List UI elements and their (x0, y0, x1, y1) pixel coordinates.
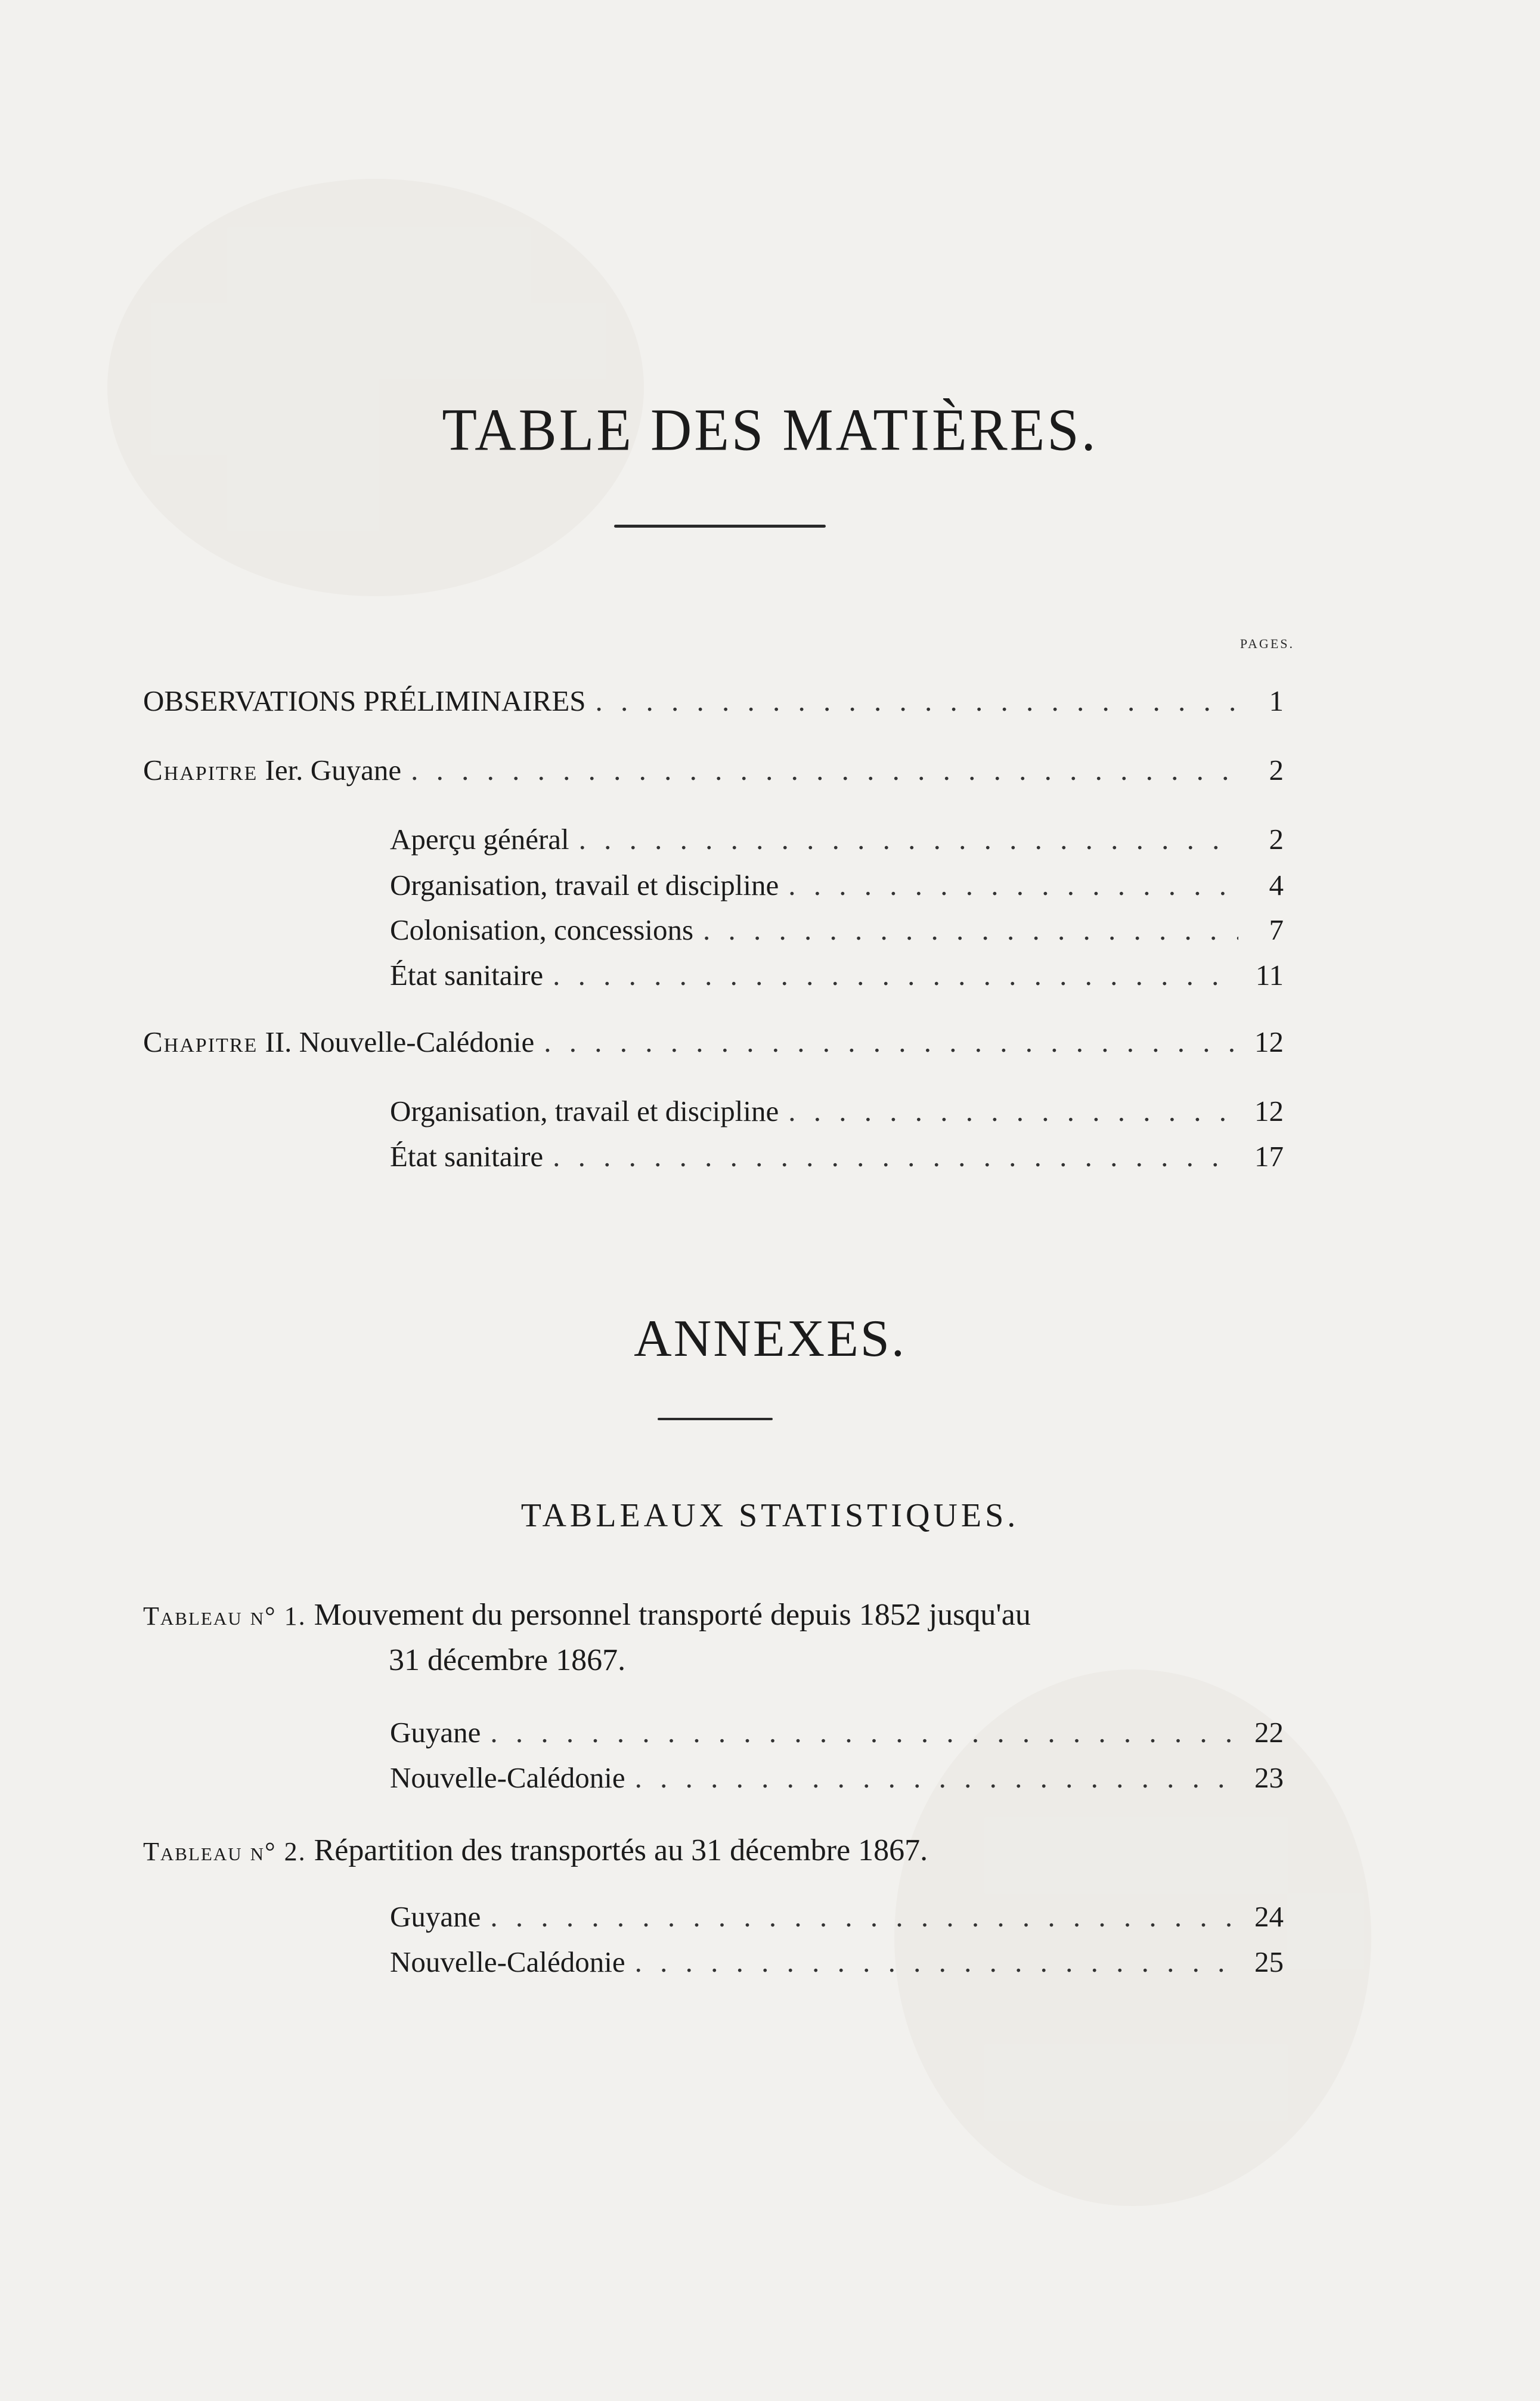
toc-entry-page: 1 (1269, 684, 1284, 717)
page-title: TABLE DES MATIÈRES. (442, 396, 1098, 463)
chapter-title: Nouvelle-Calédonie (299, 1026, 535, 1058)
toc-subentry[interactable] (390, 1139, 1284, 1175)
chapter-number: II. (265, 1026, 292, 1058)
toc-entry-chapter-2[interactable] (143, 1024, 1284, 1060)
chapter-prefix: Chapitre (143, 754, 258, 786)
leader-dots (596, 683, 1238, 719)
toc-entry-page: 2 (1269, 754, 1284, 786)
toc-entry-label: Organisation, travail et discipline (390, 869, 779, 901)
leader-dots (553, 958, 1238, 993)
leader-dots (788, 868, 1238, 903)
toc-entry-label: OBSERVATIONS PRÉLIMINAIRES (143, 684, 586, 717)
leader-dots (703, 912, 1238, 948)
toc-subentry[interactable] (390, 1760, 1284, 1796)
toc-subentry[interactable] (390, 1093, 1284, 1129)
leader-dots (788, 1093, 1238, 1129)
tableau-title: Mouvement du personnel transporté depuis 1852 jusqu'au (314, 1598, 1031, 1632)
toc-entry-page: 17 (1254, 1140, 1284, 1173)
leader-dots (490, 1715, 1238, 1751)
toc-entry-label: Organisation, travail et discipline (390, 1095, 779, 1127)
chapter-number: Ier. (265, 754, 303, 786)
leader-dots (411, 752, 1238, 788)
tableau-title-continued: 31 décembre 1867. (389, 1643, 626, 1677)
pages-column-header: PAGES. (1240, 636, 1294, 651)
leader-dots (579, 822, 1238, 857)
toc-entry-label: État sanitaire (390, 959, 544, 992)
toc-entry-observations[interactable] (143, 683, 1284, 719)
leader-dots (635, 1944, 1238, 1980)
toc-entry-page: 23 (1254, 1761, 1284, 1794)
tableau-prefix: Tableau n° 2. (143, 1837, 306, 1866)
toc-subentry[interactable] (390, 1944, 1284, 1980)
tableau-2-heading (143, 1829, 1276, 1874)
toc-subentry[interactable] (390, 868, 1284, 903)
tableau-title: Répartition des transportés au 31 décembre 1867. (314, 1833, 928, 1867)
toc-entry-page: 7 (1269, 913, 1284, 946)
toc-entry-page: 11 (1255, 959, 1284, 992)
toc-entry-page: 12 (1254, 1095, 1284, 1127)
tableau-prefix: Tableau n° 1. (143, 1601, 306, 1631)
chapter-title: Guyane (310, 754, 402, 786)
tableau-1-heading (143, 1593, 1276, 1683)
toc-entry-label: Guyane (390, 1716, 481, 1749)
title-rule (614, 525, 826, 528)
toc-subentry[interactable] (390, 822, 1284, 857)
toc-subentry[interactable] (390, 1899, 1284, 1935)
leader-dots (490, 1899, 1238, 1935)
annexes-rule (658, 1418, 773, 1420)
toc-entry-page: 12 (1254, 1026, 1284, 1058)
chapter-prefix: Chapitre (143, 1026, 258, 1058)
toc-entry-label: Nouvelle-Calédonie (390, 1761, 625, 1794)
paper-stain (107, 179, 644, 596)
toc-subentry[interactable] (390, 958, 1284, 993)
leader-dots (635, 1760, 1238, 1796)
toc-subentry[interactable] (390, 1715, 1284, 1751)
toc-entry-page: 22 (1254, 1716, 1284, 1749)
toc-entry-label: Guyane (390, 1900, 481, 1933)
toc-entry-page: 24 (1254, 1900, 1284, 1933)
toc-subentry[interactable] (390, 912, 1284, 948)
toc-entry-label: Nouvelle-Calédonie (390, 1945, 625, 1978)
leader-dots (553, 1139, 1238, 1175)
toc-entry-chapter-1[interactable] (143, 752, 1284, 788)
toc-entry-label (143, 752, 401, 788)
toc-entry-page: 25 (1254, 1945, 1284, 1978)
toc-entry-label: Colonisation, concessions (390, 913, 694, 946)
leader-dots (544, 1024, 1238, 1060)
toc-entry-label: Aperçu général (390, 823, 569, 856)
toc-entry-label: État sanitaire (390, 1140, 544, 1173)
toc-entry-page: 4 (1269, 869, 1284, 901)
toc-entry-page: 2 (1269, 823, 1284, 856)
tableaux-heading: TABLEAUX STATISTIQUES. (520, 1497, 1020, 1534)
annexes-heading: ANNEXES. (634, 1310, 906, 1368)
toc-entry-label (143, 1024, 534, 1060)
